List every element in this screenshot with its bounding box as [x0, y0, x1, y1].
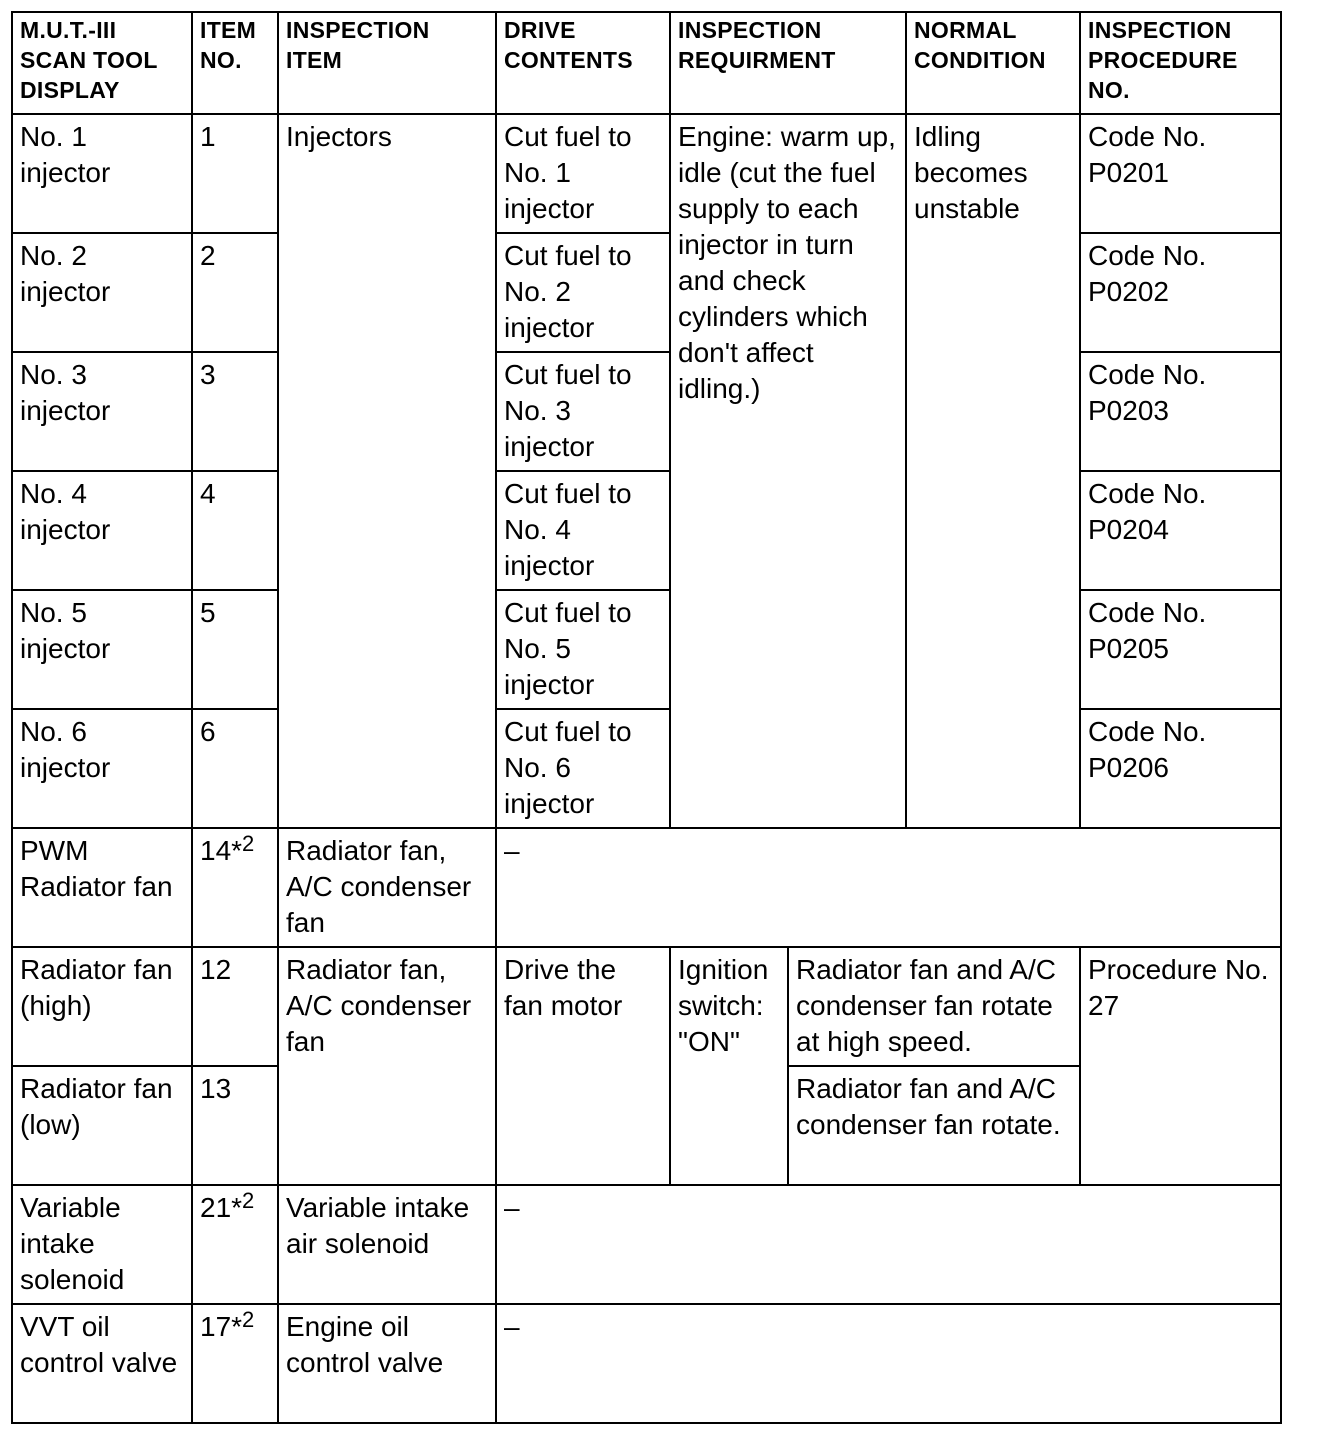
- header-inspection-requirement: INSPECTION REQUIRMENT: [670, 12, 906, 114]
- item-no-cell: [192, 1185, 278, 1304]
- item-no-text: 14*: [200, 835, 243, 866]
- item-no-cell: 1: [192, 114, 278, 233]
- display-cell: Radiator fan (high): [12, 947, 192, 1066]
- display-cell: No. 6 injector: [12, 709, 192, 828]
- item-no-cell: 13: [192, 1066, 278, 1185]
- inspection-item-cell: Radiator fan, A/C condenser fan: [278, 947, 496, 1185]
- inspection-item-cell: Variable intake air solenoid: [278, 1185, 496, 1304]
- procedure-cell: Code No. P0206: [1080, 709, 1281, 828]
- actuator-test-table: [11, 11, 1282, 1424]
- table-row: [12, 114, 1281, 233]
- drive-cell: Cut fuel to No. 6 injector: [496, 709, 670, 828]
- procedure-cell: Code No. P0202: [1080, 233, 1281, 352]
- not-applicable-cell: –: [496, 1304, 1281, 1423]
- item-no-cell: 4: [192, 471, 278, 590]
- inspection-item-cell: Radiator fan, A/C condenser fan: [278, 828, 496, 947]
- item-no-text: 21*: [200, 1192, 243, 1223]
- table-row: [12, 828, 1281, 947]
- footnote-ref: 2: [242, 1188, 255, 1213]
- not-applicable-cell: –: [496, 1185, 1281, 1304]
- normal-condition-cell: Radiator fan and A/C condenser fan rotate at high speed.: [788, 947, 1080, 1066]
- table-row: [12, 1304, 1281, 1423]
- table-row: [12, 233, 1281, 352]
- drive-cell: Cut fuel to No. 5 injector: [496, 590, 670, 709]
- inspection-item-cell: Injectors: [278, 114, 496, 828]
- display-cell: VVT oil control valve: [12, 1304, 192, 1423]
- display-cell: No. 4 injector: [12, 471, 192, 590]
- item-no-cell: 6: [192, 709, 278, 828]
- header-drive-contents: DRIVE CONTENTS: [496, 12, 670, 114]
- footnote-ref: 2: [242, 831, 255, 856]
- procedure-cell: Code No. P0201: [1080, 114, 1281, 233]
- table-row: [12, 352, 1281, 471]
- header-display: M.U.T.-III SCAN TOOL DISPLAY: [12, 12, 192, 114]
- table-row: [12, 709, 1281, 828]
- table-row: [12, 590, 1281, 709]
- item-no-cell: 2: [192, 233, 278, 352]
- normal-condition-cell: Radiator fan and A/C condenser fan rotate.: [788, 1066, 1080, 1185]
- drive-cell: Cut fuel to No. 3 injector: [496, 352, 670, 471]
- procedure-cell: Procedure No. 27: [1080, 947, 1281, 1185]
- requirement-cell: Engine: warm up, idle (cut the fuel supply to each injector in turn and check cylinders which don't affect idling.): [670, 114, 906, 828]
- table-row: [12, 1185, 1281, 1304]
- drive-cell: Drive the fan motor: [496, 947, 670, 1185]
- item-no-cell: [192, 1304, 278, 1423]
- display-cell: PWM Radiator fan: [12, 828, 192, 947]
- item-no-cell: [192, 828, 278, 947]
- inspection-item-cell: Engine oil control valve: [278, 1304, 496, 1423]
- header-normal-condition: NORMAL CONDITION: [906, 12, 1080, 114]
- item-no-text: 17*: [200, 1311, 243, 1342]
- procedure-cell: Code No. P0205: [1080, 590, 1281, 709]
- display-cell: Radiator fan (low): [12, 1066, 192, 1185]
- header-procedure-no: INSPECTION PROCEDURE NO.: [1080, 12, 1281, 114]
- display-cell: No. 1 injector: [12, 114, 192, 233]
- display-cell: No. 3 injector: [12, 352, 192, 471]
- drive-cell: Cut fuel to No. 4 injector: [496, 471, 670, 590]
- header-item-no: ITEM NO.: [192, 12, 278, 114]
- normal-condition-cell: Idling becomes unstable: [906, 114, 1080, 828]
- display-cell: Variable intake solenoid: [12, 1185, 192, 1304]
- requirement-cell: Ignition switch: "ON": [670, 947, 788, 1185]
- display-cell: No. 2 injector: [12, 233, 192, 352]
- table-row: [12, 947, 1281, 1066]
- header-row: [12, 12, 1281, 114]
- item-no-cell: 12: [192, 947, 278, 1066]
- display-cell: No. 5 injector: [12, 590, 192, 709]
- drive-cell: Cut fuel to No. 1 injector: [496, 114, 670, 233]
- table-row: [12, 471, 1281, 590]
- item-no-cell: 5: [192, 590, 278, 709]
- item-no-cell: 3: [192, 352, 278, 471]
- procedure-cell: Code No. P0203: [1080, 352, 1281, 471]
- drive-cell: Cut fuel to No. 2 injector: [496, 233, 670, 352]
- procedure-cell: Code No. P0204: [1080, 471, 1281, 590]
- footnote-ref: 2: [242, 1307, 255, 1332]
- not-applicable-cell: –: [496, 828, 1281, 947]
- header-inspection-item: INSPECTION ITEM: [278, 12, 496, 114]
